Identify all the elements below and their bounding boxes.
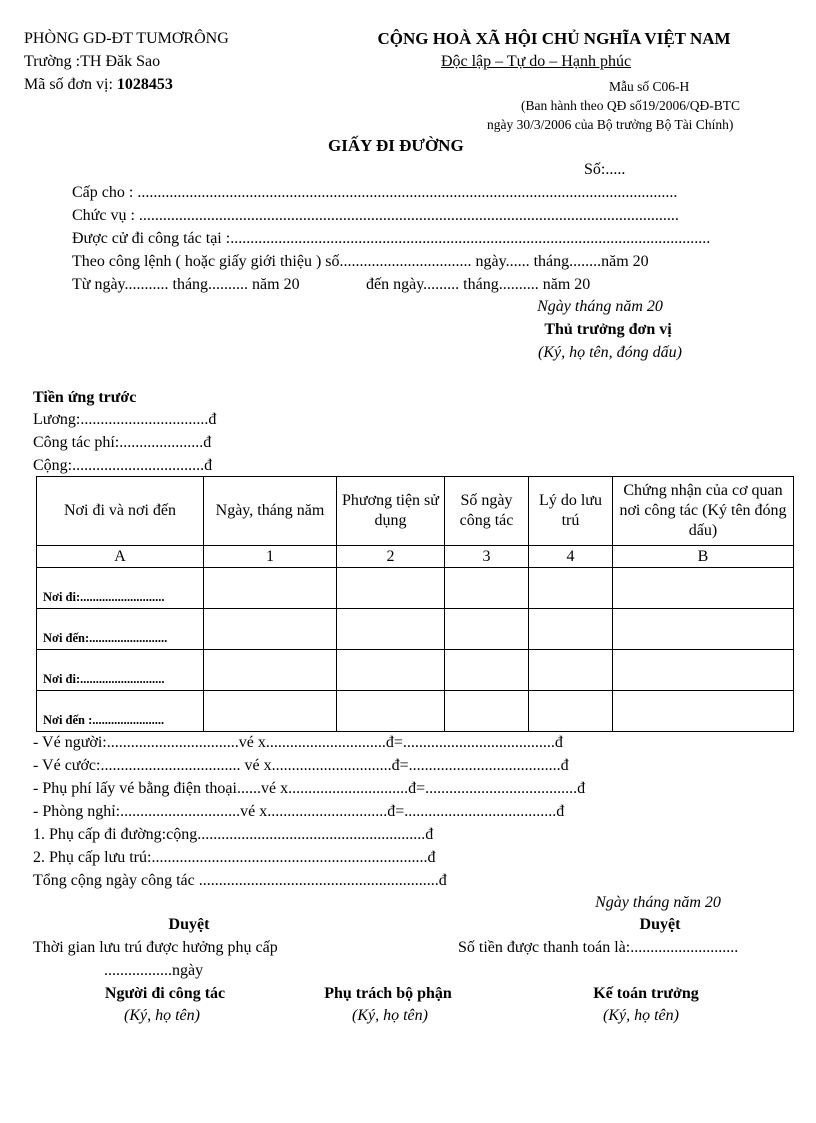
place-cell: Nơi đến :....................... [37, 691, 204, 732]
total-days: Tổng cộng ngày công tác ............................................................đ [33, 872, 447, 889]
index-cell: A [37, 546, 204, 568]
stay-time-text: Thời gian lưu trú được hưởng phụ cấp [33, 939, 278, 956]
stay-days: .................ngày [104, 962, 204, 979]
expense-room: - Phòng nghỉ:..............................vé x..............................đ=......................................đ [33, 803, 565, 820]
document-title: GIẤY ĐI ĐƯỜNG [328, 136, 464, 155]
table-row [37, 650, 794, 691]
chief-accountant-sign-note: (Ký, họ tên) [603, 1007, 679, 1024]
form-code: Mẫu số C06-H [609, 79, 690, 94]
country-name: CỘNG HOÀ XÃ HỘI CHỦ NGHĨA VIỆT NAM [377, 29, 731, 48]
department-head-sign-title: Phụ trách bộ phận [324, 985, 452, 1002]
place-cell: Nơi đến:......................... [37, 609, 204, 650]
place-cell: Nơi đi:........................... [37, 650, 204, 691]
expense-phone-fee: - Phụ phí lấy vé bằng điện thoại......vé x..............................đ=......................................đ [33, 780, 586, 797]
issued-by-line-1: (Ban hành theo QĐ số19/2006/QĐ-BTC [521, 98, 740, 113]
department-name: PHÒNG GD-ĐT TUMƠRÔNG [24, 30, 229, 47]
header-place: Nơi đi và nơi đến [37, 477, 204, 546]
advance-title: Tiền ứng trước [33, 389, 137, 406]
head-sign-title: Thủ trưởng đơn vị [544, 321, 672, 338]
payment-text: Số tiền được thanh toán là:........................... [458, 939, 739, 956]
to-date-field: đến ngày......... tháng.......... năm 20 [366, 276, 591, 293]
sent-to-field: Được cử đi công tác tại :........................................................................................................................ [72, 230, 711, 247]
chief-accountant-sign-title: Kế toán trưởng [593, 985, 699, 1002]
header-reason: Lý do lưu trú [529, 477, 613, 546]
travel-allowance: 1. Phụ cấp đi đường:cộng.........................................................đ [33, 826, 434, 843]
approval-right-title: Duyệt [639, 916, 681, 933]
table-row [37, 691, 794, 732]
table-header-row [37, 477, 794, 546]
unit-code [24, 75, 173, 95]
head-sign-note: (Ký, họ tên, đóng dấu) [538, 344, 682, 361]
advance-total: Cộng:.................................đ [33, 457, 213, 474]
traveler-sign-title: Người đi công tác [104, 985, 226, 1002]
order-field: Theo công lệnh ( hoặc giấy giới thiệu ) số................................. ngày...... tháng........năm 20 [72, 253, 649, 270]
document-number: Số:..... [584, 161, 626, 178]
index-cell: 4 [529, 546, 613, 568]
approval-left-title: Duyệt [168, 916, 210, 933]
approval-date: Ngày tháng năm 20 [595, 894, 721, 911]
travel-table [36, 476, 794, 732]
index-cell: B [613, 546, 794, 568]
position-field: Chức vụ : ....................................................................................................................................... [72, 207, 679, 224]
unit-code-value: 1028453 [116, 76, 173, 93]
header-days: Số ngày công tác [445, 477, 529, 546]
stay-allowance: 2. Phụ cấp lưu trú:.....................................................................đ [33, 849, 436, 866]
issued-by-line-2: ngày 30/3/2006 của Bộ trưởng Bộ Tài Chính) [487, 117, 734, 132]
expense-ticket: - Vé người:.................................vé x..............................đ=......................................đ [33, 734, 563, 751]
issued-to-field: Cấp cho : ....................................................................................................................................... [72, 184, 678, 201]
header-certification: Chứng nhận của cơ quan nơi công tác (Ký tên đóng dấu) [613, 477, 794, 546]
place-cell: Nơi đi:........................... [37, 568, 204, 609]
index-cell: 1 [204, 546, 337, 568]
from-date-field: Từ ngày........... tháng.......... năm 20 [72, 276, 300, 293]
table-index-row [37, 546, 794, 568]
department-head-sign-note: (Ký, họ tên) [352, 1007, 428, 1024]
index-cell: 2 [337, 546, 445, 568]
index-cell: 3 [445, 546, 529, 568]
traveler-sign-note: (Ký, họ tên) [124, 1007, 200, 1024]
expense-freight: - Vé cước:................................... vé x..............................đ=......................................đ [33, 757, 569, 774]
table-row [37, 568, 794, 609]
header-date: Ngày, tháng năm [204, 477, 337, 546]
advance-fee: Công tác phí:.....................đ [33, 434, 212, 451]
advance-salary: Lương:................................đ [33, 411, 217, 428]
unit-code-label: Mã số đơn vị: [24, 76, 113, 93]
school-name: Trường :TH Đăk Sao [24, 53, 161, 70]
table-row [37, 609, 794, 650]
national-motto: Độc lập – Tự do – Hạnh phúc [440, 53, 632, 70]
head-sign-date: Ngày tháng năm 20 [537, 298, 663, 315]
header-transport: Phương tiện sử dụng [337, 477, 445, 546]
